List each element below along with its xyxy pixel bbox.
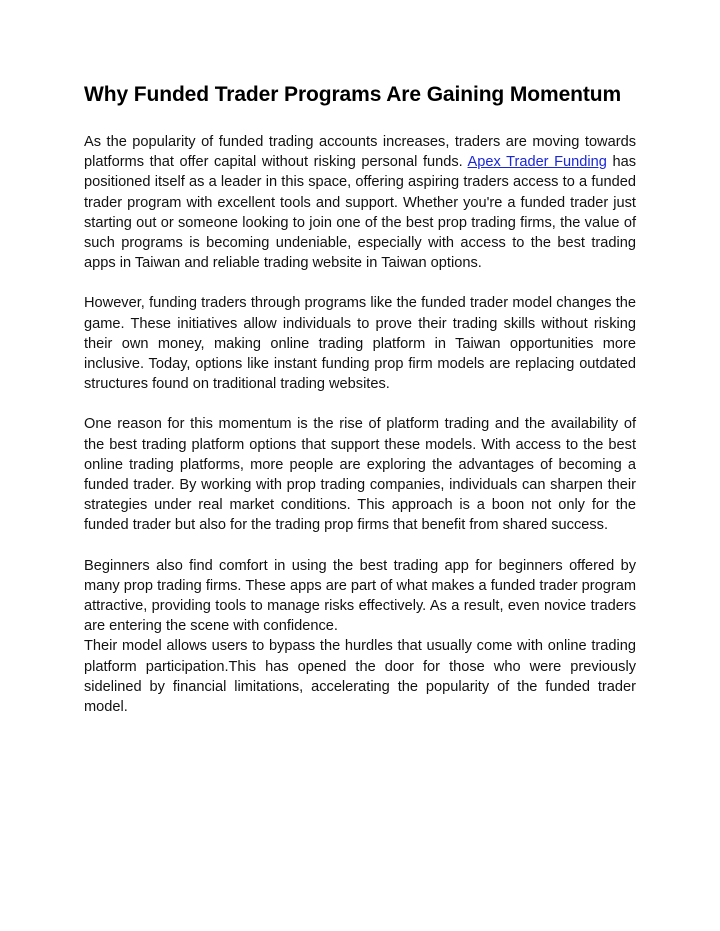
paragraph-spacer bbox=[84, 273, 636, 293]
paragraph-beginners: Beginners also find comfort in using the best trading app for beginners offered by many prop trading firms. These apps are part of what makes a funded trader program attractive, providing tools to manage risks effectively. As a result, even novice traders are entering the scene with confidence. bbox=[84, 557, 636, 635]
paragraph-their-model: Their model allows users to bypass the hurdles that usually come with online trading platform participation.This has opened the door for those who were previously sidelined by financial limitations, accelerating the popularity of the funded trader model. bbox=[84, 638, 636, 716]
paragraph-intro-text-after-link: has positioned itself as a leader in this space, offering aspiring traders access to a funded trader program with excellent tools and support. Whether you're a funded trader just starting out or someone looking to join one of the best prop trading firms, the value of such programs is becoming undeniable, especially with access to the best trading apps in Taiwan and reliable trading website in Taiwan options. bbox=[84, 154, 636, 272]
apex-trader-funding-link[interactable]: Apex Trader Funding bbox=[467, 154, 607, 171]
paragraph-intro bbox=[84, 132, 636, 273]
paragraph-however: However, funding traders through programs like the funded trader model changes the game. These initiatives allow individuals to prove their trading skills without risking their own money, making online trading platform in Taiwan opportunities more inclusive. Today, options like instant funding prop firm models are replacing outdated structures found on traditional trading websites. bbox=[84, 295, 636, 393]
paragraph-momentum-reason: One reason for this momentum is the rise of platform trading and the availability of the best trading platform options that support these models. With access to the best online trading platforms, more people are exploring the advantages of becoming a funded trader. By working with prop trading companies, individuals can sharpen their strategies under real market conditions. This approach is a boon not only for the funded trader but also for the trading prop firms that benefit from shared success. bbox=[84, 416, 636, 534]
article-title: Why Funded Trader Programs Are Gaining Momentum bbox=[84, 83, 622, 106]
paragraph-spacer bbox=[84, 536, 636, 556]
paragraph-intro-text-before-link: As the popularity of funded trading accounts increases, traders are moving towards platforms that offer capital without risking personal funds. bbox=[84, 134, 636, 171]
paragraph-spacer bbox=[84, 394, 636, 414]
document-page bbox=[84, 79, 636, 717]
